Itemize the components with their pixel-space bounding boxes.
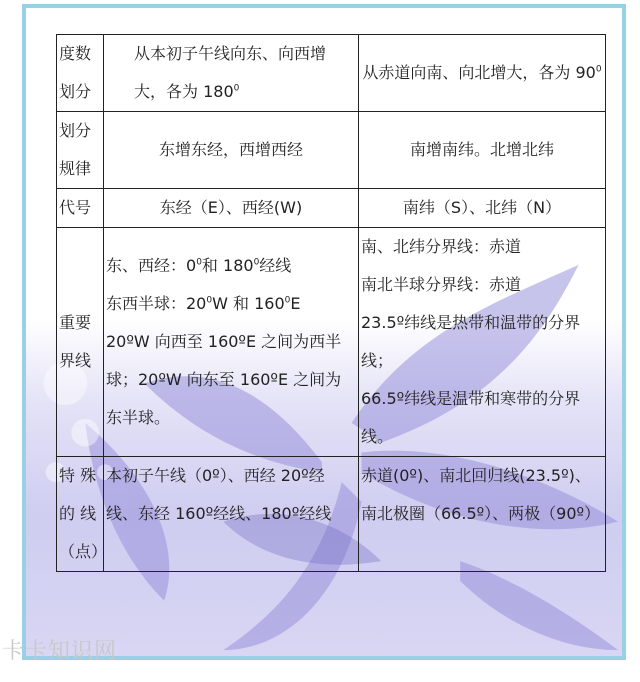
row-label: 特 殊的 线（点） <box>57 457 104 572</box>
latitude-longitude-table <box>56 34 606 572</box>
row-label: 代号 <box>57 189 104 228</box>
longitude-cell: 本初子午线（0º）、西经 20º经线、东经 160º经线、180º经线 <box>104 457 359 572</box>
latitude-cell: 从赤道向南、向北增大，各为 $90^0$ <box>359 35 606 112</box>
row-label: 划分规律 <box>57 112 104 189</box>
row-label: 度数划分 <box>57 35 104 112</box>
latitude-cell: 南增南纬。北增北纬 <box>359 112 606 189</box>
latitude-cell: 南、北纬分界线：赤道 南北半球分界线：赤道 23.5º纬线是热带和温带的分界线； 66.5º纬线是温带和寒带的分界线。 <box>359 228 606 457</box>
table-row <box>57 35 606 112</box>
longitude-cell: 从本初子午线向东、向西增大，各为 $180^0$ <box>104 35 359 112</box>
latitude-cell: 南纬（S）、北纬（N） <box>359 189 606 228</box>
table-row <box>57 112 606 189</box>
watermark: 卡卡知识网 <box>2 639 118 664</box>
table-row <box>57 228 606 457</box>
latitude-cell: 赤道(0º)、南北回归线(23.5º)、南北极圈（66.5º）、两极（90º） <box>359 457 606 572</box>
row-label: 重要界线 <box>57 228 104 457</box>
table-row <box>57 189 606 228</box>
page-frame <box>22 4 626 660</box>
table-row <box>57 457 606 572</box>
longitude-cell: 东增东经，西增西经 <box>104 112 359 189</box>
longitude-cell: 东经（E）、西经(W) <box>104 189 359 228</box>
longitude-cell: 东、西经：$0^0$和 $180^0$经线 东西半球：$20^0W$ 和 $160^0E$ 20ºW 向西至 160ºE 之间为西半球；20ºW 向东至 160ºE 之间为东半球。 <box>104 228 359 457</box>
